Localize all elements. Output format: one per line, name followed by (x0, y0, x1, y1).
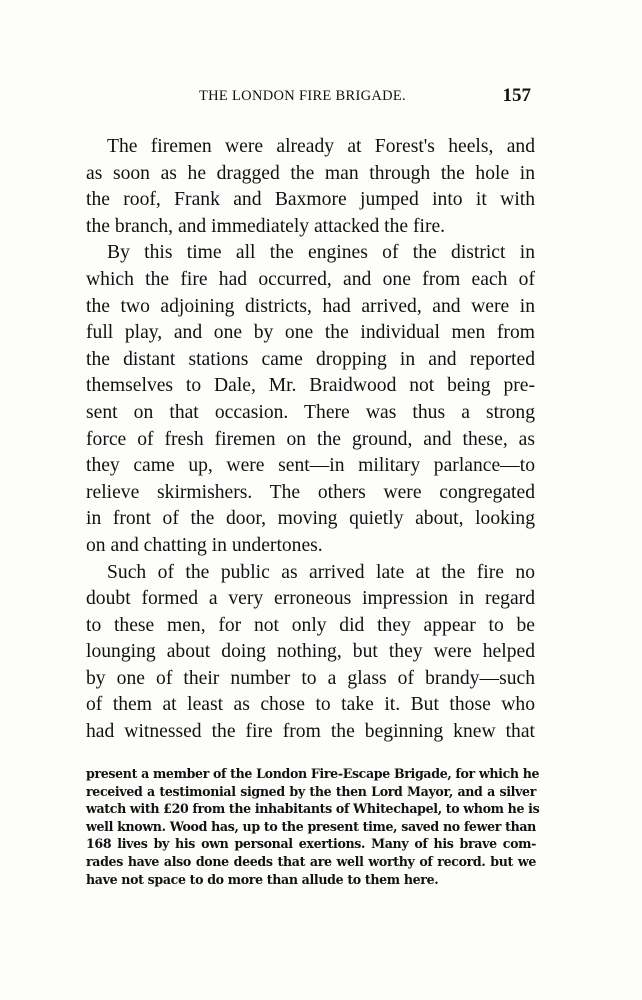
text-line: doubt formed a very erroneous impression in regard (86, 588, 535, 610)
text-line: relieve skirmishers. The others were congregated (86, 481, 535, 503)
footnote-line: present a member of the London Fire-Escape Brigade, for which he (86, 766, 540, 781)
text-line: force of fresh firemen on the ground, and these, as (86, 428, 535, 450)
footnote-line: watch with £20 from the inhabitants of Whitechapel, to whom he is (86, 801, 540, 817)
text-line: the roof, Frank and Baxmore jumped into it with (86, 189, 535, 211)
text-line: The firemen were already at Forest's heels, and (107, 136, 535, 157)
running-title: THE LONDON FIRE BRIGADE. (199, 88, 406, 104)
footnote-line: rades have also done deeds that are well worthy of record. but we (86, 853, 536, 869)
text-line: lounging about doing nothing, but they were helped (86, 641, 535, 663)
text-line: of them at least as chose to take it. But those who (86, 694, 535, 716)
text-line: by one of their number to a glass of brandy—such (86, 667, 535, 689)
text-line: they came up, were sent—in military parlance—to (86, 455, 535, 477)
page-header (85, 85, 535, 110)
footnote-line: have not space to do more than allude to them here. (86, 871, 439, 887)
text-line: as soon as he dragged the man through the hole in (86, 162, 535, 184)
footnote-line: 168 lives by his own personal exertions. Many of his brave com- (86, 836, 536, 852)
text-line: had witnessed the fire from the beginning knew that (86, 721, 535, 743)
text-line: on and chatting in undertones. (86, 534, 323, 556)
text-line: the two adjoining districts, had arrived, and were in (86, 295, 535, 317)
text-line: to these men, for not only did they appear to be (86, 614, 535, 636)
body-text (86, 134, 535, 746)
text-line: themselves to Dale, Mr. Braidwood not being pre- (86, 375, 535, 397)
text-line: sent on that occasion. There was thus a strong (86, 401, 535, 423)
footnote (86, 765, 540, 888)
text-line: By this time all the engines of the district in (107, 242, 535, 264)
text-line: in front of the door, moving quietly about, looking (86, 508, 535, 530)
text-line: Such of the public as arrived late at the fire no (107, 561, 535, 583)
page-number: 157 (502, 85, 531, 106)
text-line: the branch, and immediately attacked the fire. (86, 215, 446, 237)
text-line: full play, and one by one the individual men from (86, 322, 535, 344)
text-line: which the fire had occurred, and one from each of (86, 268, 535, 290)
text-line: the distant stations came dropping in and reported (86, 348, 535, 370)
footnote-line: well known. Wood has, up to the present time, saved no fewer than (86, 818, 536, 834)
footnote-line: received a testimonial signed by the then Lord Mayor, and a silver (86, 783, 536, 799)
